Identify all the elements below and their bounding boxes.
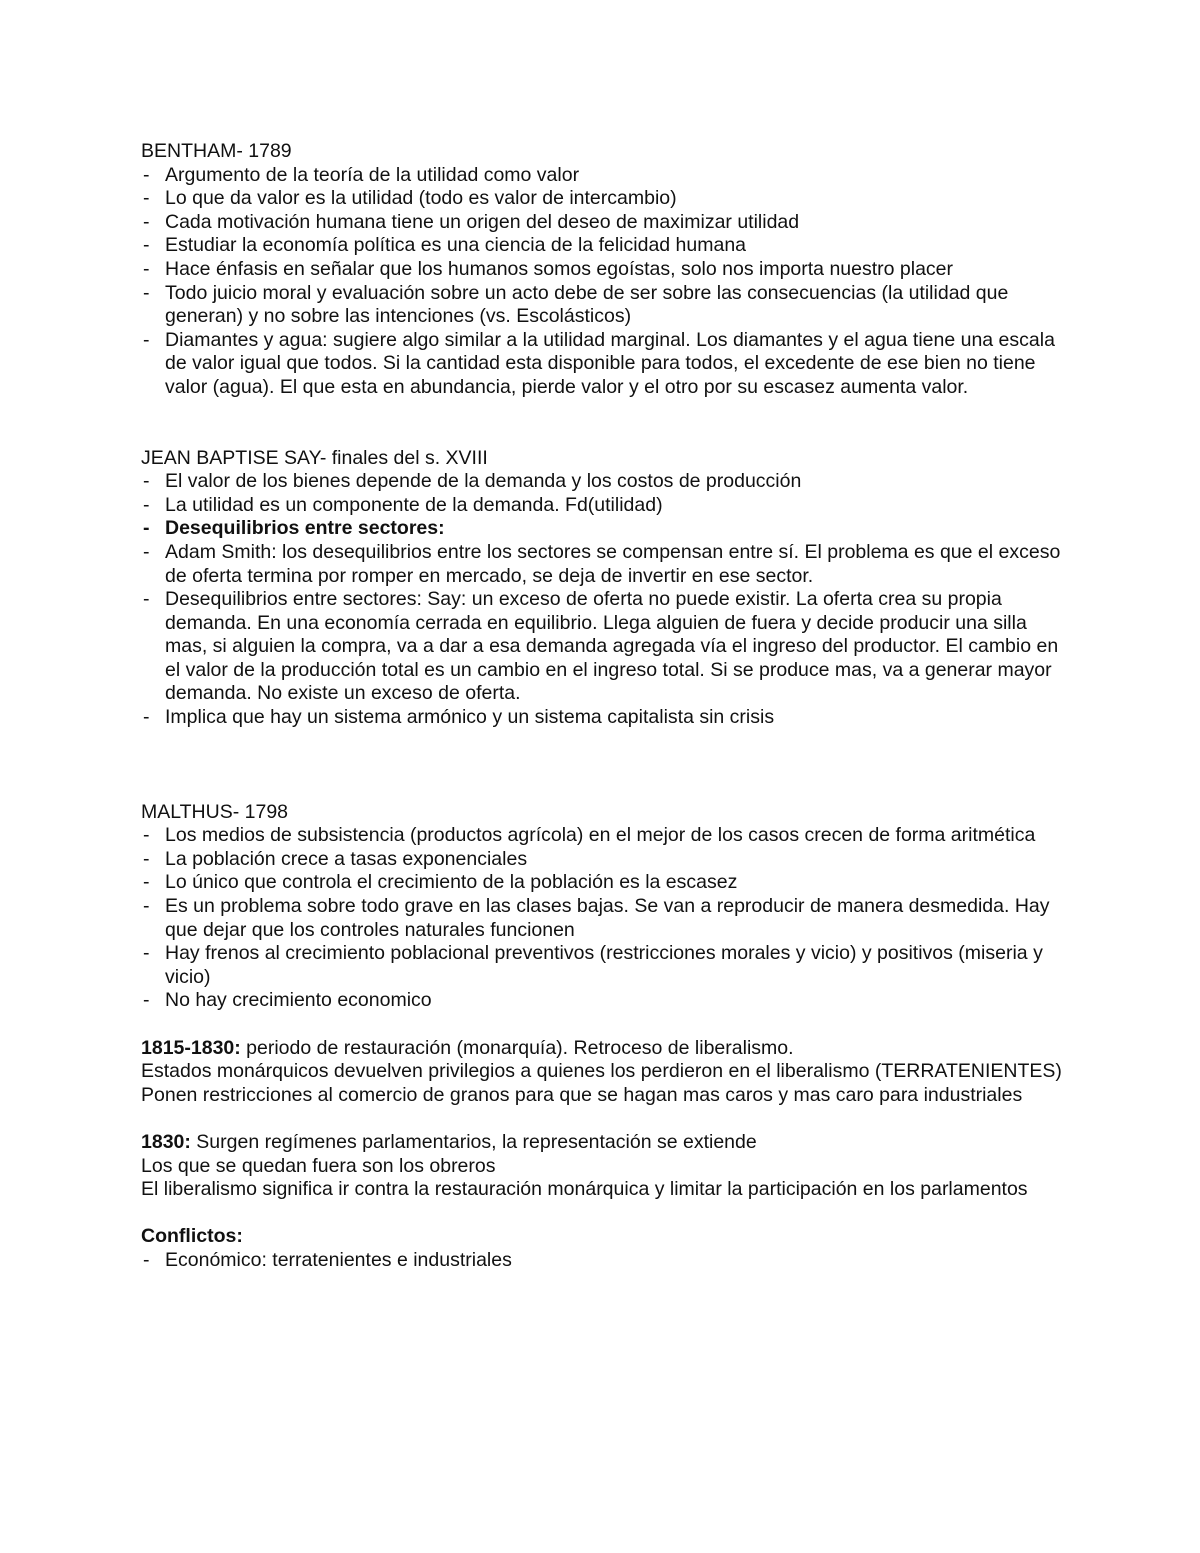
section-heading: JEAN BAPTISE SAY- finales del s. XVIII — [141, 446, 488, 469]
document-page — [141, 140, 1071, 1273]
bullet-list — [141, 824, 1071, 1013]
list-item: - La población crece a tasas exponenciales — [141, 848, 1071, 872]
spacer — [141, 1202, 1071, 1226]
spacer — [141, 1107, 1071, 1131]
section-bentham — [141, 140, 1071, 400]
list-item: - La utilidad es un componente de la demanda. Fd(utilidad) — [141, 494, 1071, 518]
date-label: 1815-1830: — [141, 1036, 241, 1059]
list-item: - Todo juicio moral y evaluación sobre un acto debe de ser sobre las consecuencias (la utilidad que generan) y no sobre las intenciones (vs. Escolásticos) — [141, 282, 1071, 329]
spacer — [141, 1013, 1071, 1037]
paragraph: Los que se quedan fuera son los obreros — [141, 1154, 496, 1177]
paragraph — [141, 1131, 1071, 1155]
list-item: - Hay frenos al crecimiento poblacional preventivos (restricciones morales y vicio) y positivos (miseria y vicio) — [141, 942, 1071, 989]
section-say — [141, 447, 1071, 730]
list-item: - Implica que hay un sistema armónico y un sistema capitalista sin crisis — [141, 706, 1071, 730]
paragraph-text: periodo de restauración (monarquía). Retroceso de liberalismo. — [240, 1036, 794, 1059]
date-label: 1830: — [141, 1130, 191, 1153]
list-item: - Lo único que controla el crecimiento de la población es la escasez — [141, 871, 1071, 895]
spacer — [141, 730, 1071, 801]
paragraph: Estados monárquicos devuelven privilegios a quienes los perdieron en el liberalismo (TERRATENIENTES) — [141, 1060, 1062, 1083]
list-item: - Adam Smith: los desequilibrios entre los sectores se compensan entre sí. El problema es que el exceso de oferta termina por romper en mercado, se deja de invertir en ese sector. — [141, 541, 1071, 588]
section-heading: MALTHUS- 1798 — [141, 800, 289, 823]
section-heading: BENTHAM- 1789 — [141, 140, 292, 162]
paragraph: El liberalismo significa ir contra la restauración monárquica y limitar la participación en los parlamentos — [141, 1178, 1028, 1201]
list-item: - Económico: terratenientes e industriales — [141, 1249, 1071, 1273]
spacer — [141, 400, 1071, 447]
list-item: - Desequilibrios entre sectores: Say: un exceso de oferta no puede existir. La oferta crea su propia demanda. En una economía cerrada en equilibrio. Llega alguien de fuera y decide producir una silla mas, si alguien la compra, va a dar a esa demanda agregada vía el ingreso del productor. El cambio en el valor de la producción total es un cambio en el ingreso total. Si se produce mas, va a generar mayor demanda. No existe un exceso de oferta. — [141, 588, 1071, 706]
paragraph-text: Surgen regímenes parlamentarios, la representación se extiende — [190, 1130, 757, 1153]
bullet-list — [141, 164, 1071, 400]
list-item: - Diamantes y agua: sugiere algo similar a la utilidad marginal. Los diamantes y el agua tiene una escala de valor igual que todos. Si la cantidad esta disponible para todos, el excedente de ese bien no tiene valor (agua). El que esta en abundancia, pierde valor y el otro por su escasez aumenta valor. — [141, 329, 1071, 400]
section-heading: Conflictos: — [141, 1225, 243, 1248]
list-item: - Es un problema sobre todo grave en las clases bajas. Se van a reproducir de manera desmedida. Hay que dejar que los controles naturales funcionen — [141, 895, 1071, 942]
list-item: - Estudiar la economía política es una ciencia de la felicidad humana — [141, 234, 1071, 258]
section-1830 — [141, 1131, 1071, 1202]
bullet-list — [141, 470, 1071, 730]
section-restoration — [141, 1037, 1071, 1108]
list-item: - Los medios de subsistencia (productos agrícola) en el mejor de los casos crecen de forma aritmética — [141, 824, 1071, 848]
list-item: - Argumento de la teoría de la utilidad como valor — [141, 164, 1071, 188]
section-conflicts — [141, 1225, 1071, 1272]
bullet-list — [141, 1249, 1071, 1273]
list-item: - Lo que da valor es la utilidad (todo es valor de intercambio) — [141, 187, 1071, 211]
section-malthus — [141, 801, 1071, 1013]
paragraph: Ponen restricciones al comercio de granos para que se hagan mas caros y mas caro para industriales — [141, 1083, 1023, 1106]
list-item: - Hace énfasis en señalar que los humanos somos egoístas, solo nos importa nuestro placer — [141, 258, 1071, 282]
list-item-bold: - Desequilibrios entre sectores: — [141, 517, 1071, 541]
list-item: - Cada motivación humana tiene un origen del deseo de maximizar utilidad — [141, 211, 1071, 235]
paragraph — [141, 1037, 1071, 1061]
list-item: - No hay crecimiento economico — [141, 989, 1071, 1013]
list-item: - El valor de los bienes depende de la demanda y los costos de producción — [141, 470, 1071, 494]
